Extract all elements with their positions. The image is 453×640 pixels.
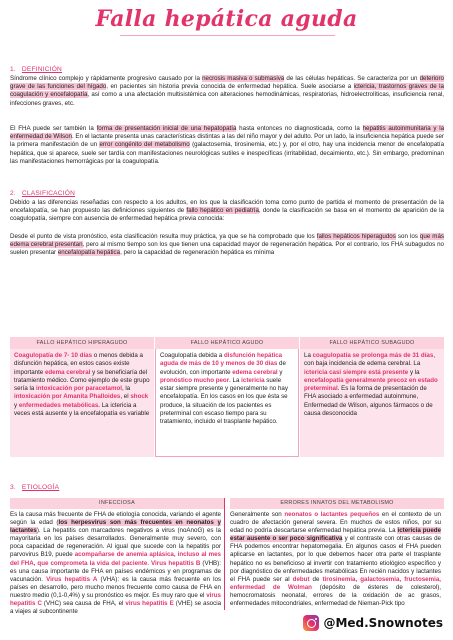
- text-run: virus hepatitis C: [10, 591, 221, 608]
- clasificacion-paragraph-1: [10, 199, 444, 224]
- text-run: Virus hepatitis B: [151, 559, 201, 567]
- column-body: [10, 349, 154, 457]
- text-run: La: [304, 352, 313, 359]
- text-run: disfunción hepática aguda de más de 10 y menos de 30 días: [160, 352, 283, 368]
- etiology-table: [10, 498, 444, 616]
- text-run: ictericia: [241, 376, 265, 384]
- column-header: INFECCIOSA: [10, 498, 224, 509]
- highlight-hepatitis-wilson: hepatitis autoinmunitaria y la enfermedad de Wilson: [10, 125, 445, 141]
- section-number: 2.: [10, 190, 16, 197]
- text-run: Virus hepatitis A: [46, 575, 98, 583]
- text-run: , pero al mismo tiempo son los que tienen una capacidad mayor de regeneración hepática. Por el contrario, los FHA subagudos no suelen presentar: [10, 241, 444, 257]
- section-clasificacion-heading: [10, 190, 75, 197]
- column-header: FALLO HEPÁTICO SUBAGUDO: [300, 337, 444, 349]
- text-run: (VHC) sea causa de FHA, el: [41, 600, 126, 608]
- text-run: . La: [229, 376, 242, 384]
- highlight-deterioro: deterioro grave de las funciones del hígado: [10, 75, 444, 91]
- text-run: . Es la forma de presentación de FHA asociado a enfermedad autoinmune, Enfermedad de Wilson, algunos fármacos o de causa desconocida: [304, 385, 433, 418]
- author-handle: @Med.Snownotes: [323, 616, 443, 630]
- text-run: enfermedades metabólicas.: [18, 401, 100, 409]
- column-header: ERRORES INNATOS DEL METABOLISMO: [230, 498, 444, 509]
- definicion-paragraph-2: [10, 125, 444, 166]
- text-run: y: [277, 368, 283, 376]
- text-run: los herpesvirus son más frecuentes en neonatos y lactantes: [10, 519, 221, 535]
- section-label: ETIOLOGÍA: [21, 484, 60, 491]
- text-run: pronóstico mucho peor: [160, 376, 230, 384]
- section-number: 1.: [10, 66, 16, 73]
- text-run: , así como a una afectación multisistémica con alteraciones hemodinámicas, respiratorias, hidroelectrolíticas, insuficiencia renal, infecciones graves, etc.: [10, 91, 444, 107]
- page-title: Falla hepática aguda: [95, 6, 358, 32]
- table-column-subagudo: [300, 337, 444, 457]
- text-run: . En el lactante presenta unas características distintas a las del niño mayor y del adulto. Por un lado, la insuficiencia hepática puede ser la primera manifestación de un: [10, 133, 444, 149]
- text-run: (VHE) se asocia a viajes al subcontinente: [10, 600, 222, 616]
- column-header: FALLO HEPÁTICO HIPERAGUDO: [10, 337, 154, 349]
- title-underline: [120, 35, 335, 36]
- highlight-hiperagudos: fallos hepáticos hiperagudos: [316, 233, 396, 240]
- text-run: ictericia puede estar ausente o ser poco significativa: [230, 527, 441, 543]
- text-run: neonatos o lactantes pequeños: [284, 511, 380, 518]
- table-column-infecciosa: [10, 498, 224, 616]
- clasificacion-paragraph-2: [10, 233, 444, 258]
- column-body: [300, 349, 444, 457]
- instagram-icon: [303, 615, 319, 631]
- section-definicion-heading: [10, 66, 62, 73]
- text-run: suele estar siempre presente y generalmente no hay encefalopatía. En los casos en los que ésta se produce, la situación de los pacientes es preterminal con escaso tiempo para su tratamiento, incluido el trasplante hepático.: [160, 376, 288, 426]
- text-run: y: [14, 401, 19, 409]
- column-body: [10, 509, 224, 616]
- text-run: debut: [292, 575, 310, 583]
- table-column-errores-innatos: [230, 498, 444, 610]
- text-run: y la: [408, 368, 420, 376]
- text-run: de: [309, 575, 323, 583]
- text-run: ictericia casi siempre está presente: [304, 368, 409, 376]
- text-run: virus hepatitis E: [125, 600, 174, 608]
- text-run: , la: [121, 385, 131, 393]
- text-run: .: [147, 559, 152, 567]
- classification-table: [10, 337, 444, 457]
- text-run: coagulopatía se prolonga más de 31 días: [312, 352, 434, 359]
- text-run: Desde el punto de vista pronóstico, esta clasificación resulta muy práctica, ya que se ha comprobado que los: [10, 233, 317, 240]
- column-body: [155, 349, 299, 457]
- column-header: FALLO HEPÁTICO AGUDO: [155, 337, 299, 349]
- text-run: Síndrome clínico complejo y rápidamente progresivo causado por la: [10, 75, 203, 82]
- text-run: , pero la capacidad de regeneración hepática es mínima: [120, 249, 275, 257]
- text-run: intoxicación por paracetamol: [36, 385, 122, 393]
- text-run: en el contexto de un cuadro de afectación general severa. En muchos de estos niños, por su edad no podría descartarse enfermedad hepática previa. La: [230, 511, 441, 535]
- text-run: y el contraste con otras causas de FHA podemos encontrar hepatomegalia. En algunos casos el FHA pueden aplicarse en lactantes, por lo que debemos hacer otra parte el trasplante hepático no es beneficioso al invertir con tratamiento etiológico específico y por diagnóstico de enfermedades metabólicas En recién nacidos y lactantes el FHA puede ser al: [230, 535, 441, 583]
- section-label: DEFINICIÓN: [21, 66, 63, 73]
- text-run: ). La hepatitis con marcadores negativos a virus (noAnoG) es la mayoritaria en los países desarrollados. Generalmente muy severo, con poca capacidad de regeneración. Al igual que sucede con la hepatitis por parvovirus B19, puede: [10, 527, 221, 559]
- section-label: CLASIFICACIÓN: [21, 190, 76, 197]
- text-run: (VHA): es la causa más frecuente en los países en desarrollo, pero mucho menos frecuente como causa de FHA en nuestro medio (0,1-0,4%) y su pronóstico es mejor. Es muy raro que el: [10, 575, 221, 599]
- text-run: (VHB): es una causa importante de FHA en países endémicos y en programas de vacunación.: [10, 559, 221, 583]
- text-run: encefalopatía generalmente precoz en estado preterminal: [304, 376, 438, 393]
- text-run: , donde la clasificación se basa en el momento de aparición de la coagulopatía, siempre con ausencia de enfermedad hepática previa conocida:: [10, 207, 444, 223]
- text-run: y se beneficiaría del tratamiento médico. Como ejemplo de este grupo sería la: [14, 368, 150, 393]
- text-run: Generalmente son: [230, 511, 285, 518]
- text-run: Coagulopatía de 7- 10 días: [14, 352, 93, 359]
- highlight-error-congenito: error congénito del metabolismo: [99, 141, 190, 149]
- highlight-presentacion: forma de presentación inicial de una hepatopatía: [96, 125, 237, 132]
- text-run: El FHA puede ser también la: [10, 125, 97, 132]
- text-run: , en pacientes sin historia previa conocida de enfermedad hepática. Suele asociarse a: [106, 83, 354, 91]
- text-run: acompañarse de anemia aplásica, incluso al mes del FHA, que comprometa la vida del paciente: [10, 551, 221, 567]
- text-run: de evolución, con importante: [160, 360, 286, 376]
- text-run: o menos debida a disfunción hepática, en estos casos existe importante: [14, 352, 143, 376]
- highlight-ictericia: ictericia, trastornos graves de la coagulación y encefalopatía: [10, 83, 444, 99]
- text-run: La ictericia a veces está ausente y la encefalopatía es variable: [14, 401, 150, 418]
- highlight-fallo-pediatria: fallo hepático en pediatría: [186, 207, 259, 215]
- text-run: , el: [120, 393, 131, 401]
- highlight-edema-cerebral: que más edema cerebral presentan: [10, 233, 444, 249]
- text-run: edema cerebral: [44, 368, 91, 376]
- column-body: [230, 509, 444, 608]
- column-divider: [224, 498, 225, 610]
- text-run: tirosinemia, galactosemia, fructosemia, enfermedad de Wolman: [230, 575, 442, 591]
- table-column-hiperagudo: [10, 337, 154, 457]
- text-run: son los: [395, 233, 420, 240]
- highlight-encefalopatia: encefalopatía hepática: [57, 249, 121, 257]
- table-column-agudo: [155, 337, 299, 457]
- highlight-necrosis: necrosis masiva o submasiva: [202, 75, 285, 82]
- section-number: 3.: [10, 484, 16, 491]
- footer-credit: [303, 614, 443, 632]
- text-run: intoxicación por Amanita Phalloides: [14, 393, 121, 401]
- text-run: shock: [130, 393, 149, 401]
- text-run: (galactosemia, tirosinemia, etc.) y, por el otro, hay una incidencia menor de encefalopatía hepática, que si aparece, suele ser tardía con manifestaciones neurológicas sutiles e inespecíficas (irritabilidad, decaimiento, etc.). Sin embargo, predominan las manifestaciones hemorrágicas por la coagulopatía.: [10, 141, 445, 165]
- text-run: Coagulopatía debida a: [160, 352, 224, 359]
- text-run: edema cerebral: [232, 368, 278, 376]
- text-run: Debido a las diferencias reseñadas con respecto a los adultos, en los que la clasificación toma como punto de partida el momento de presentación de la encefalopatía, se han propuesto las definiciones siguientes de: [10, 199, 444, 215]
- text-run: hasta entonces no diagnosticada, como la: [236, 125, 363, 132]
- text-run: Es la causa más frecuente de FHA de etiología conocida, variando el agente según la edad (: [10, 511, 221, 527]
- section-etiologia-heading: [10, 484, 59, 491]
- text-run: , con baja incidencia de edema cerebral. La: [304, 352, 436, 368]
- text-run: (depósito de ésteres de colesterol), hemocromatosis neonatal, errores de la oxidación de ac grasos, enfermedades mitocondriales, enfermedad de Nieman-Pick tipo: [230, 583, 441, 608]
- text-run: de las células hepáticas. Se caracteriza por un: [284, 75, 420, 82]
- definicion-paragraph-1: [10, 75, 444, 108]
